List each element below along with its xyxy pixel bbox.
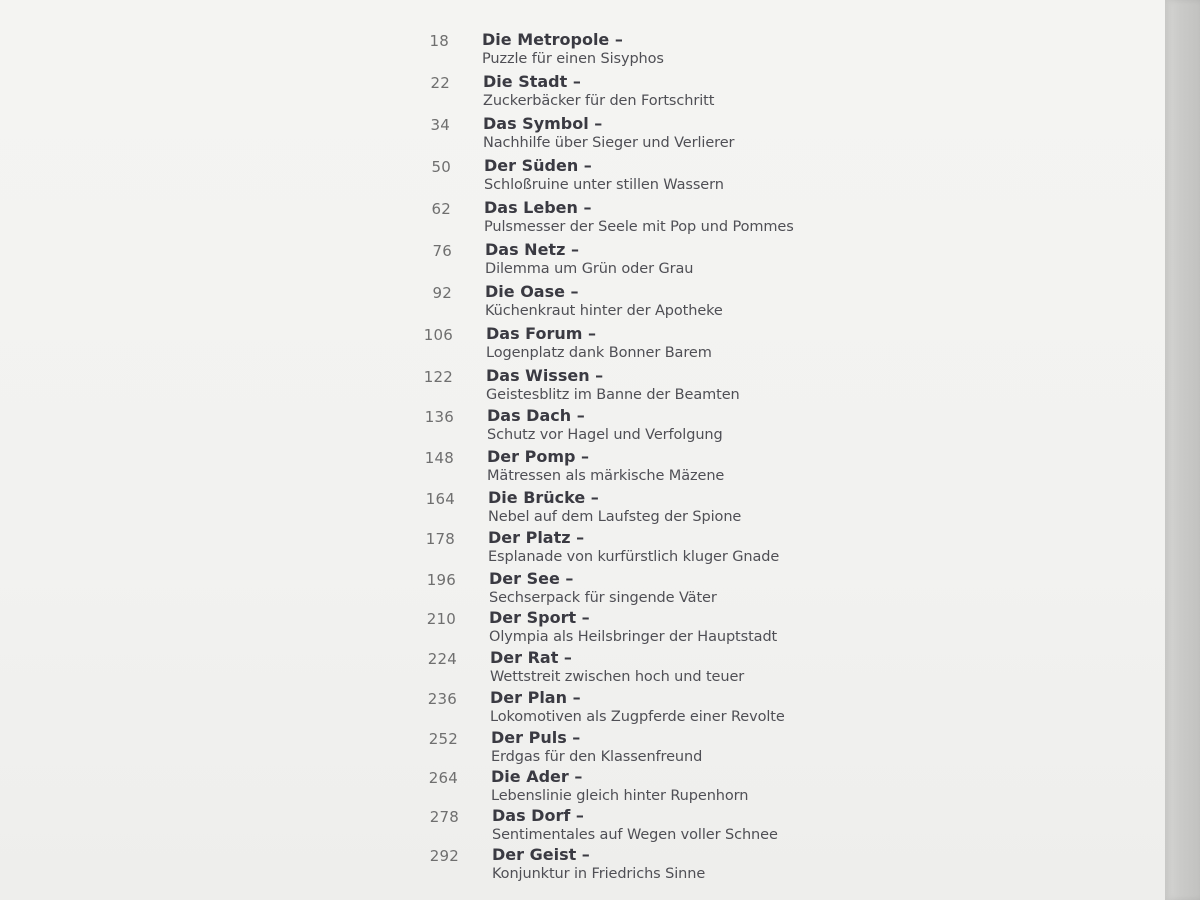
toc-chapter-title: Das Dorf – [492, 806, 584, 825]
toc-chapter-title: Die Ader – [491, 767, 583, 786]
toc-entry [398, 767, 998, 809]
toc-page-number: 236 [427, 690, 457, 708]
toc-chapter-title: Das Forum – [486, 324, 596, 343]
toc-chapter-title: Der Pomp – [487, 447, 590, 466]
toc-chapter-subtitle: Küchenkraut hinter der Apotheke [485, 303, 723, 319]
toc-entry [390, 72, 990, 114]
toc-chapter-subtitle: Schloßruine unter stillen Wassern [484, 177, 724, 193]
toc-entry [395, 488, 995, 530]
toc-page-number: 122 [423, 368, 453, 386]
toc-chapter-subtitle: Nebel auf dem Laufsteg der Spione [488, 509, 742, 525]
toc-entry [393, 366, 993, 408]
toc-page-number: 278 [429, 808, 459, 826]
toc-page-number: 18 [429, 32, 449, 50]
toc-page-number: 178 [425, 530, 455, 548]
toc-page-number: 22 [430, 74, 450, 92]
toc-entry [389, 30, 989, 72]
toc-page-number: 62 [431, 200, 451, 218]
toc-entry [399, 806, 999, 848]
toc-entry [396, 569, 996, 611]
toc-entry [392, 240, 992, 282]
toc-chapter-subtitle: Erdgas für den Klassenfreund [491, 749, 703, 765]
toc-page-number: 196 [426, 571, 456, 589]
toc-chapter-title: Das Wissen – [486, 366, 604, 385]
toc-page-number: 34 [430, 116, 450, 134]
toc-page-number: 224 [427, 650, 457, 668]
toc-chapter-subtitle: Pulsmesser der Seele mit Pop und Pommes [484, 219, 794, 235]
toc-chapter-subtitle: Nachhilfe über Sieger und Verlierer [483, 135, 735, 151]
toc-entry [395, 528, 995, 570]
toc-chapter-title: Das Netz – [485, 240, 579, 259]
toc-entry [390, 114, 990, 156]
toc-chapter-title: Der Sport – [489, 608, 590, 627]
toc-entry [392, 282, 992, 324]
toc-page-number: 106 [423, 326, 453, 344]
toc-chapter-subtitle: Schutz vor Hagel und Verfolgung [487, 427, 723, 443]
toc-chapter-subtitle: Olympia als Heilsbringer der Hauptstadt [489, 629, 778, 645]
toc-entry [391, 198, 991, 240]
toc-chapter-subtitle: Konjunktur in Friedrichs Sinne [492, 866, 706, 882]
toc-chapter-title: Der Plan – [490, 688, 581, 707]
toc-page-number: 92 [432, 284, 452, 302]
toc-chapter-title: Der Puls – [491, 728, 581, 747]
toc-entry [399, 845, 999, 887]
toc-chapter-title: Die Oase – [485, 282, 579, 301]
toc-chapter-subtitle: Logenplatz dank Bonner Barem [486, 345, 712, 361]
toc-page-number: 50 [431, 158, 451, 176]
toc-page-number: 210 [426, 610, 456, 628]
toc-entry [397, 648, 997, 690]
toc-chapter-subtitle: Mätressen als märkische Mäzene [487, 468, 725, 484]
toc-chapter-subtitle: Lebenslinie gleich hinter Rupenhorn [491, 788, 749, 804]
toc-page-number: 148 [424, 449, 454, 467]
toc-chapter-subtitle: Puzzle für einen Sisyphos [482, 51, 664, 67]
toc-entry [397, 688, 997, 730]
toc-chapter-title: Die Stadt – [483, 72, 581, 91]
toc-chapter-subtitle: Zuckerbäcker für den Fortschritt [483, 93, 715, 109]
toc-entry [393, 324, 993, 366]
toc-chapter-title: Der Süden – [484, 156, 592, 175]
toc-chapter-title: Der See – [489, 569, 574, 588]
toc-page-number: 292 [429, 847, 459, 865]
toc-page-number: 136 [424, 408, 454, 426]
toc-chapter-subtitle: Sentimentales auf Wegen voller Schnee [492, 827, 778, 843]
toc-chapter-subtitle: Geistesblitz im Banne der Beamten [486, 387, 740, 403]
toc-entry [398, 728, 998, 770]
toc-chapter-title: Der Platz – [488, 528, 585, 547]
toc-chapter-title: Das Leben – [484, 198, 592, 217]
toc-chapter-subtitle: Wettstreit zwischen hoch und teuer [490, 669, 745, 685]
toc-chapter-title: Das Dach – [487, 406, 585, 425]
toc-chapter-subtitle: Dilemma um Grün oder Grau [485, 261, 694, 277]
toc-chapter-title: Der Rat – [490, 648, 572, 667]
toc-chapter-title: Das Symbol – [483, 114, 603, 133]
toc-chapter-subtitle: Lokomotiven als Zugpferde einer Revolte [490, 709, 785, 725]
toc-entry [396, 608, 996, 650]
toc-page-number: 76 [432, 242, 452, 260]
page-edge [1165, 0, 1200, 900]
toc-page-number: 164 [425, 490, 455, 508]
toc-chapter-title: Die Brücke – [488, 488, 599, 507]
toc-chapter-title: Der Geist – [492, 845, 590, 864]
toc-chapter-title: Die Metropole – [482, 30, 623, 49]
toc-page-number: 252 [428, 730, 458, 748]
toc-page-number: 264 [428, 769, 458, 787]
toc-chapter-subtitle: Sechserpack für singende Väter [489, 590, 717, 606]
toc-entry [394, 447, 994, 489]
toc-entry [391, 156, 991, 198]
toc-chapter-subtitle: Esplanade von kurfürstlich kluger Gnade [488, 549, 780, 565]
toc-entry [394, 406, 994, 448]
